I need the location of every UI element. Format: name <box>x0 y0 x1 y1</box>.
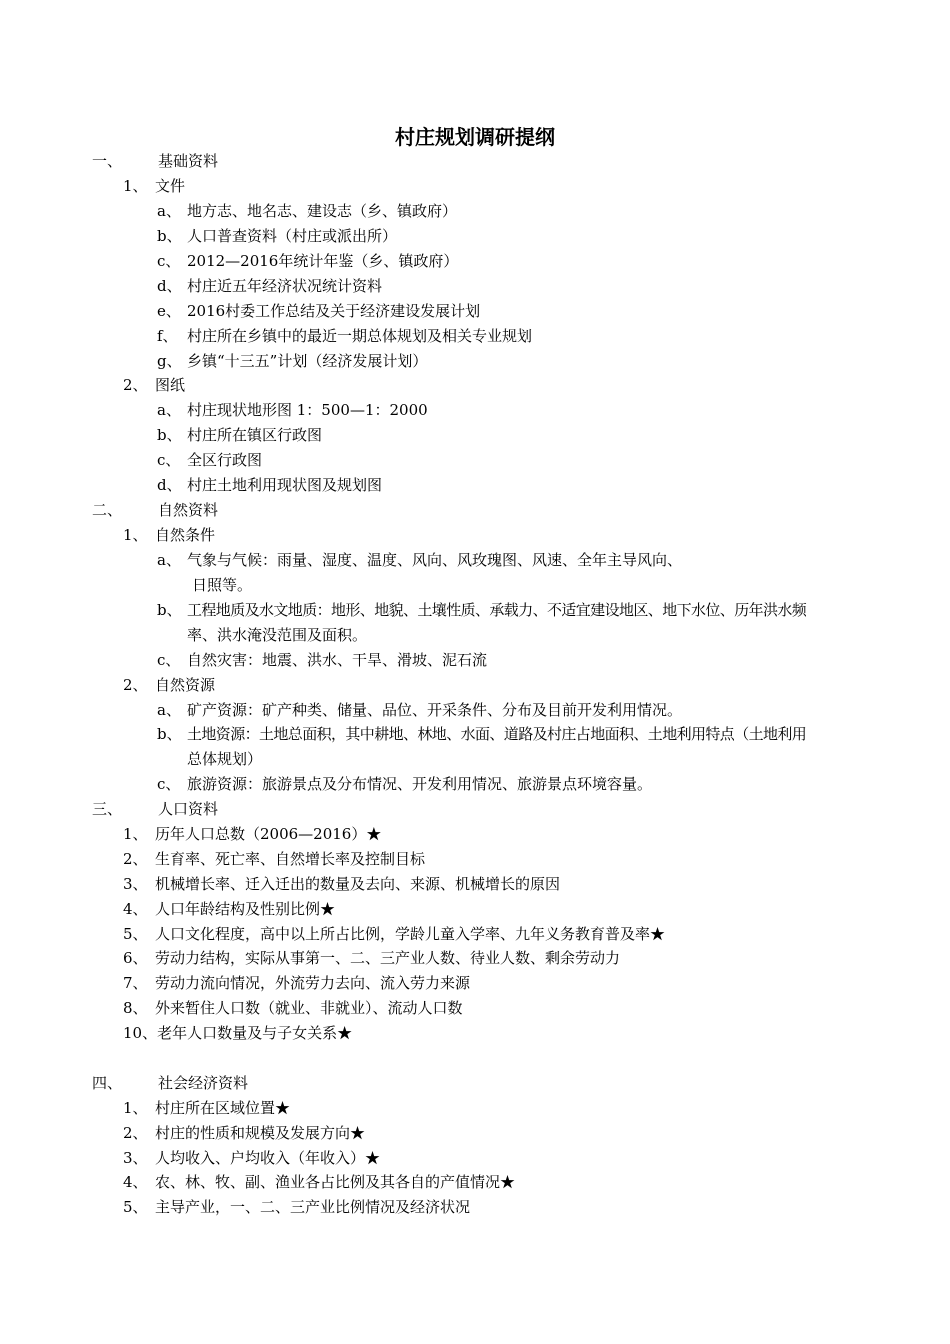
section-marker: 三、 <box>92 800 123 818</box>
item-marker: 3、 <box>123 875 148 893</box>
item-text: 自然灾害：地震、洪水、干旱、滑坡、泥石流 <box>187 651 488 669</box>
list-item <box>157 698 682 723</box>
list-item <box>157 772 652 797</box>
item-text: 老年人口数量及与子女关系★ <box>157 1024 353 1042</box>
subsection-label: 图纸 <box>155 376 186 394</box>
item-marker: 2、 <box>123 850 148 868</box>
item-text: 生育率、死亡率、自然增长率及控制目标 <box>155 850 426 868</box>
item-marker: b、 <box>157 725 182 743</box>
item-text: 2012—2016年统计年鉴（乡、镇政府） <box>187 252 459 270</box>
item-marker: b、 <box>157 601 182 619</box>
item-text-continuation: 日照等。 <box>192 576 253 594</box>
item-marker: 5、 <box>123 1198 148 1216</box>
section-label: 人口资料 <box>158 800 219 818</box>
item-marker: c、 <box>157 651 181 669</box>
item-marker: g、 <box>157 352 182 370</box>
item-text: 村庄现状地形图 1：500—1：2000 <box>187 401 428 419</box>
item-marker: d、 <box>157 277 182 295</box>
item-text: 机械增长率、迁入迁出的数量及去向、来源、机械增长的原因 <box>155 875 561 893</box>
list-item <box>157 224 397 249</box>
item-marker: c、 <box>157 451 181 469</box>
item-text: 农、林、牧、副、渔业各占比例及其各自的产值情况★ <box>155 1173 516 1191</box>
item-text: 历年人口总数（2006—2016）★ <box>155 825 382 843</box>
item-text: 人口普查资料（村庄或派出所） <box>187 227 398 245</box>
section-heading <box>92 1071 248 1096</box>
list-item <box>123 996 463 1021</box>
item-marker: a、 <box>157 202 181 220</box>
list-item <box>123 897 335 922</box>
item-marker: d、 <box>157 476 182 494</box>
item-marker: 6、 <box>123 949 148 967</box>
list-item <box>157 548 682 573</box>
list-item <box>123 922 665 947</box>
item-marker: b、 <box>157 426 182 444</box>
list-item <box>157 473 382 498</box>
list-item <box>157 722 806 747</box>
list-item <box>123 1096 290 1121</box>
item-marker: 8、 <box>123 999 148 1017</box>
subsection-heading <box>123 523 215 548</box>
item-marker: 3、 <box>123 1149 148 1167</box>
list-item <box>123 946 620 971</box>
item-marker: a、 <box>157 401 181 419</box>
item-text: 劳动力流向情况，外流劳力去向、流入劳力来源 <box>155 974 471 992</box>
item-marker: e、 <box>157 302 181 320</box>
item-marker: 2、 <box>123 1124 148 1142</box>
item-text: 气象与气候：雨量、湿度、温度、风向、风玫瑰图、风速、全年主导风向、 <box>187 551 683 569</box>
list-item <box>123 822 381 847</box>
item-text: 人口文化程度，高中以上所占比例，学龄儿童入学率、九年义务教育普及率★ <box>155 925 666 943</box>
item-text: 工程地质及水文地质：地形、地貌、土壤性质、承载力、不适宜建设地区、地下水位、历年洪水频 <box>187 601 807 619</box>
item-marker: 10、 <box>123 1024 158 1042</box>
item-text: 主导产业，一、二、三产业比例情况及经济状况 <box>155 1198 471 1216</box>
list-item <box>157 398 428 423</box>
list-item <box>157 448 262 473</box>
list-item <box>157 349 427 374</box>
item-text: 2016村委工作总结及关于经济建设发展计划 <box>187 302 481 320</box>
subsection-label: 文件 <box>155 177 186 195</box>
item-text: 全区行政图 <box>187 451 263 469</box>
section-heading <box>92 498 218 523</box>
list-item <box>123 847 425 872</box>
item-text: 人口年龄结构及性别比例★ <box>155 900 336 918</box>
item-text: 地方志、地名志、建设志（乡、镇政府） <box>187 202 458 220</box>
section-heading <box>92 149 218 174</box>
item-text: 外来暂住人口数（就业、非就业）、流动人口数 <box>155 999 463 1017</box>
list-item <box>157 299 480 324</box>
item-text: 劳动力结构，实际从事第一、二、三产业人数、待业人数、剩余劳动力 <box>155 949 621 967</box>
item-text: 人均收入、户均收入（年收入）★ <box>155 1149 381 1167</box>
list-item <box>157 598 859 623</box>
section-label: 自然资料 <box>158 501 219 519</box>
item-text-continuation: 总体规划） <box>187 750 263 768</box>
document-title: 村庄规划调研提纲 <box>395 125 555 149</box>
section-label: 社会经济资料 <box>158 1074 249 1092</box>
item-text-continuation: 率、洪水淹没范围及面积。 <box>187 626 368 644</box>
section-heading <box>92 797 218 822</box>
list-item <box>123 1195 470 1220</box>
subsection-heading <box>123 673 215 698</box>
item-marker: b、 <box>157 227 182 245</box>
item-marker: c、 <box>157 775 181 793</box>
section-marker: 二、 <box>92 501 123 519</box>
item-marker: a、 <box>157 551 181 569</box>
item-text: 村庄所在乡镇中的最近一期总体规划及相关专业规划 <box>187 327 533 345</box>
item-text: 村庄土地利用现状图及规划图 <box>187 476 383 494</box>
item-marker: a、 <box>157 701 181 719</box>
list-item <box>157 199 457 224</box>
item-marker: c、 <box>157 252 181 270</box>
list-item <box>157 274 382 299</box>
list-item <box>157 648 487 673</box>
list-item <box>123 1170 515 1195</box>
item-marker: 1、 <box>123 825 148 843</box>
section-label: 基础资料 <box>158 152 219 170</box>
section-marker: 一、 <box>92 152 123 170</box>
subsection-label: 自然资源 <box>155 676 216 694</box>
subsection-marker: 2、 <box>123 376 148 394</box>
item-text: 旅游资源：旅游景点及分布情况、开发利用情况、旅游景点环境容量。 <box>187 775 653 793</box>
item-text: 矿产资源：矿产种类、储量、品位、开采条件、分布及目前开发利用情况。 <box>187 701 683 719</box>
item-marker: f、 <box>157 327 178 345</box>
item-marker: 5、 <box>123 925 148 943</box>
list-item <box>157 249 458 274</box>
item-marker: 7、 <box>123 974 148 992</box>
list-item <box>123 1121 365 1146</box>
subsection-marker: 1、 <box>123 526 148 544</box>
subsection-label: 自然条件 <box>155 526 216 544</box>
item-marker: 4、 <box>123 900 148 918</box>
item-text: 村庄近五年经济状况统计资料 <box>187 277 383 295</box>
section-marker: 四、 <box>92 1074 123 1092</box>
subsection-marker: 1、 <box>123 177 148 195</box>
list-item <box>123 1146 380 1171</box>
subsection-heading <box>123 373 185 398</box>
item-text: 村庄所在区域位置★ <box>155 1099 291 1117</box>
list-item <box>157 324 532 349</box>
list-item <box>157 423 322 448</box>
item-text: 村庄所在镇区行政图 <box>187 426 323 444</box>
subsection-marker: 2、 <box>123 676 148 694</box>
list-item <box>123 971 470 996</box>
item-text: 村庄的性质和规模及发展方向★ <box>155 1124 366 1142</box>
item-text: 土地资源：土地总面积，其中耕地、林地、水面、道路及村庄占地面积、土地利用特点（土地利用 <box>187 725 807 743</box>
subsection-heading <box>123 174 185 199</box>
list-item <box>123 872 560 897</box>
list-item <box>123 1021 352 1046</box>
item-text: 乡镇“十三五”计划（经济发展计划） <box>187 352 428 370</box>
item-marker: 4、 <box>123 1173 148 1191</box>
item-marker: 1、 <box>123 1099 148 1117</box>
